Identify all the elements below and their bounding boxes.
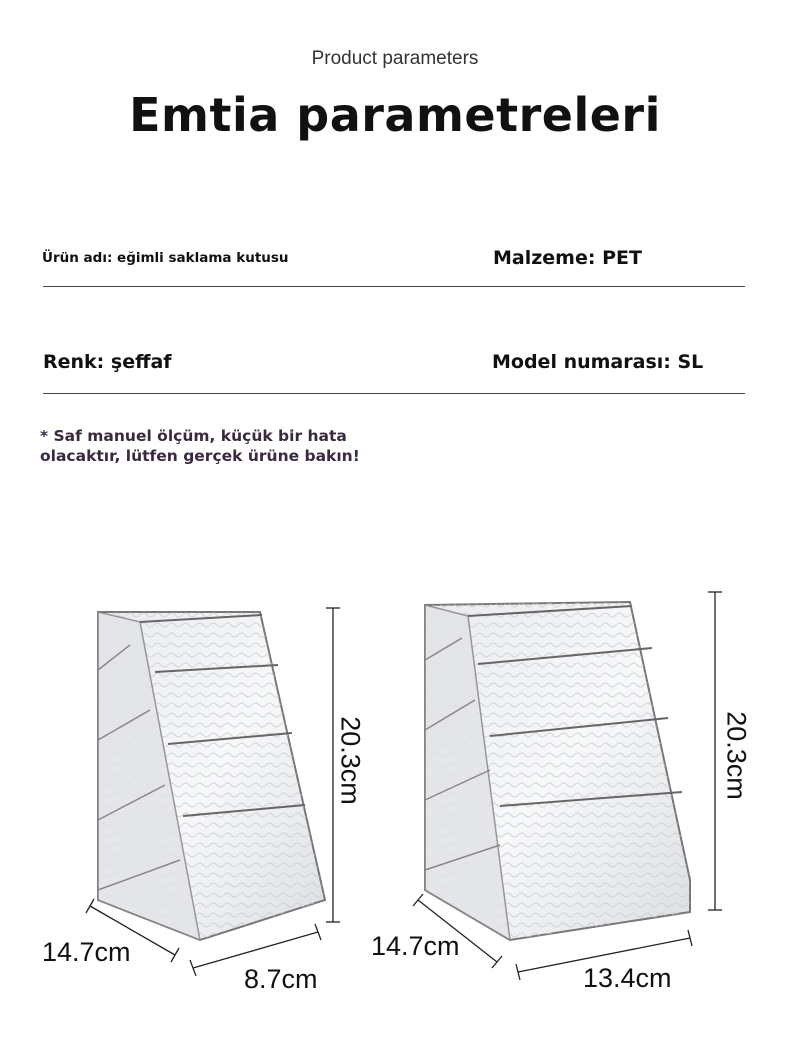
product-name: Ürün adı: eğimli saklama kutusu [42, 250, 289, 266]
small-height-label: 20.3cm [335, 716, 366, 805]
divider [43, 393, 745, 394]
small-organizer [98, 612, 325, 940]
page-title: Emtia parametreleri [129, 88, 661, 142]
small-width-label: 8.7cm [244, 964, 318, 994]
measurement-note [40, 426, 400, 466]
large-organizer [425, 602, 690, 940]
large-height-label: 20.3cm [721, 711, 752, 800]
note-line: olacaktır, lütfen gerçek ürüne bakın! [40, 447, 360, 465]
divider [43, 286, 745, 287]
large-depth-label: 14.7cm [371, 931, 460, 961]
subtitle: Product parameters [311, 48, 479, 69]
large-width-label: 13.4cm [583, 963, 672, 993]
color: Renk: şeffaf [43, 351, 172, 373]
small-depth-label: 14.7cm [42, 937, 131, 967]
note-line: * Saf manuel ölçüm, küçük bir hata [40, 427, 347, 445]
model-number: Model numarası: SL [492, 351, 704, 373]
material: Malzeme: PET [493, 247, 642, 269]
